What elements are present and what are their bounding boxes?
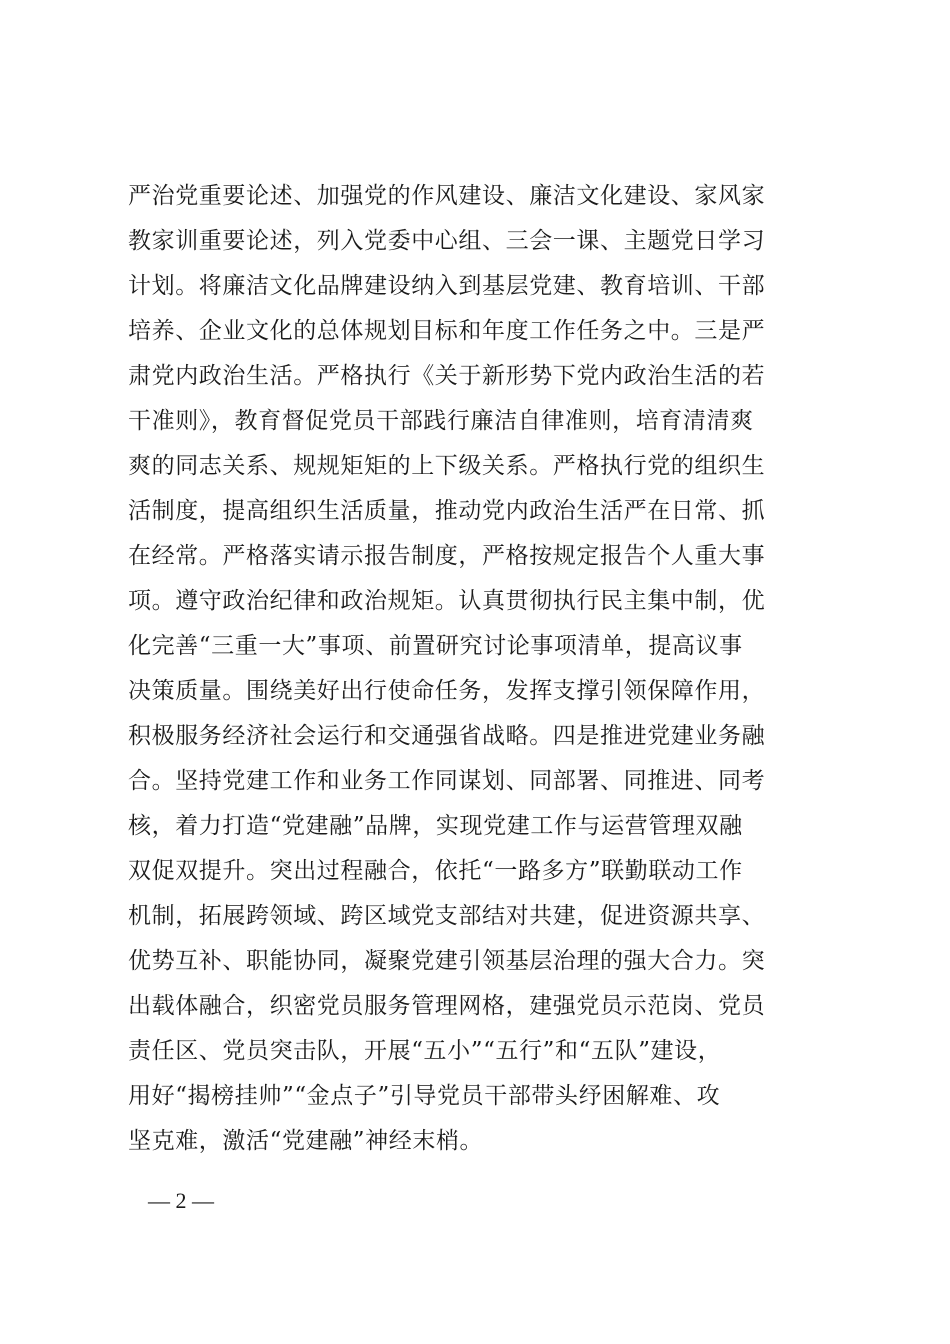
- text-line: 机制，拓展跨领域、跨区域党支部结对共建，促进资源共享、: [128, 903, 766, 929]
- text-line: 干准则》，教育督促党员干部践行廉洁自律准则，培育清清爽: [128, 408, 754, 434]
- text-line: 决策质量。围绕美好出行使命任务，发挥支撑引领保障作用，: [128, 678, 766, 704]
- text-line: 教家训重要论述，列入党委中心组、三会一课、主题党日学习: [128, 228, 766, 254]
- text-line: 在经常。严格落实请示报告制度，严格按规定报告个人重大事: [128, 543, 766, 569]
- text-line: 爽的同志关系、规规矩矩的上下级关系。严格执行党的组织生: [128, 453, 766, 479]
- text-line: 活制度，提高组织生活质量，推动党内政治生活严在日常、抓: [128, 498, 766, 524]
- text-line: 出载体融合，织密党员服务管理网格，建强党员示范岗、党员: [128, 993, 766, 1019]
- text-line: 肃党内政治生活。严格执行《关于新形势下党内政治生活的若: [128, 363, 766, 389]
- text-line: 培养、企业文化的总体规划目标和年度工作任务之中。三是严: [128, 318, 766, 344]
- page-number: — 2 —: [148, 1188, 214, 1213]
- text-line: 合。坚持党建工作和业务工作同谋划、同部署、同推进、同考: [128, 768, 766, 794]
- text-line: 优势互补、职能协同，凝聚党建引领基层治理的强大合力。突: [128, 948, 766, 974]
- text-line: 计划。将廉洁文化品牌建设纳入到基层党建、教育培训、干部: [128, 273, 766, 299]
- body-paragraph: [128, 174, 848, 1164]
- text-line: 核，着力打造“党建融”品牌，实现党建工作与运营管理双融: [128, 813, 743, 839]
- text-line: 项。遵守政治纪律和政治规矩。认真贯彻执行民主集中制，优: [128, 588, 766, 614]
- text-line: 严治党重要论述、加强党的作风建设、廉洁文化建设、家风家: [128, 183, 766, 209]
- text-line: 责任区、党员突击队，开展“五小”“五行”和“五队”建设，: [128, 1038, 722, 1064]
- text-line: 坚克难，激活“党建融”神经末梢。: [128, 1128, 484, 1154]
- text-line: 双促双提升。突出过程融合，依托“一路多方”联勤联动工作: [128, 858, 743, 884]
- text-line: 积极服务经济社会运行和交通强省战略。四是推进党建业务融: [128, 723, 766, 749]
- text-line: 用好“揭榜挂帅”“金点子”引导党员干部带头纾困解难、攻: [128, 1083, 721, 1109]
- text-line: 化完善“三重一大”事项、前置研究讨论事项清单，提高议事: [128, 633, 743, 659]
